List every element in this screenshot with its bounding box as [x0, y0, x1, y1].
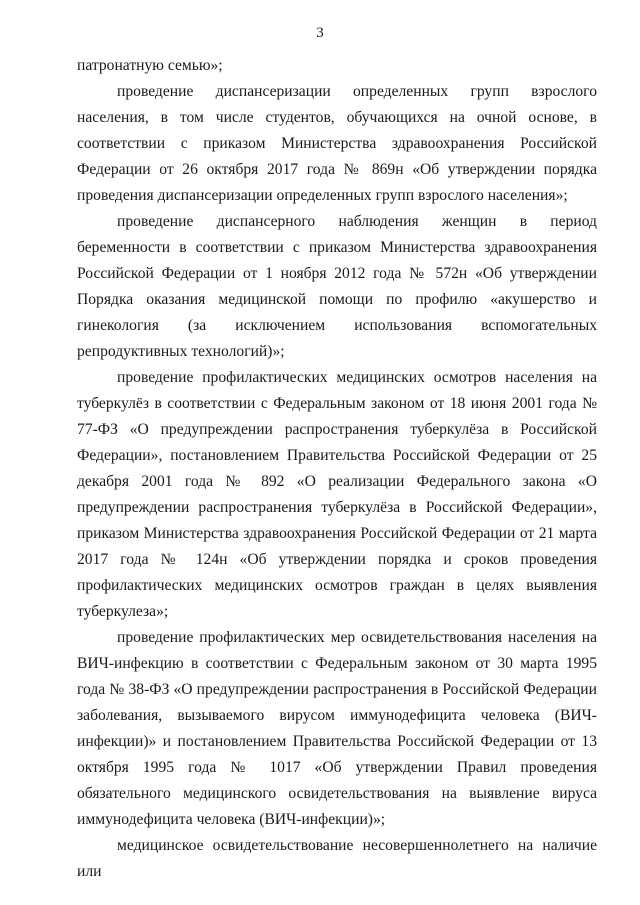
paragraph-tuberculosis-screening: проведение профилактических медицинских осмотров населения на туберкулёз в соответствии с Федеральным законом от 18 июня 2001 года № 77-ФЗ «О предупреждении распространения туберкулёза в Российской Федерации», постановлением Правительства Российской Федерации от 25 декабря 2001 года № 892 «О реализации Федерального закона «О предупреждении распространения туберкулёза в Российской Федерации», приказом Министерства здравоохранения Российской Федерации от 21 марта 2017 года № 124н «Об утверждении порядка и сроков проведения профилактических медицинских осмотров граждан в целях выявления туберкулеза»;: [77, 369, 597, 620]
paragraph-continuation: патронатную семью»;: [77, 57, 223, 74]
paragraph-adult-dispensarization: проведение диспансеризации определенных групп взрослого населения, в том числе студентов, обучающихся на очной основе, в соответствии с приказом Министерства здравоохранения Российской Федерации от 26 октября 2017 года № 869н «Об утверждении порядка проведения диспансеризации определенных групп взрослого населения»;: [77, 83, 597, 204]
paragraph-hiv-screening: проведение профилактических мер освидетельствования населения на ВИЧ-инфекцию в соответствии с Федеральным законом от 30 марта 1995 года № 38-ФЗ «О предупреждении распространения в Российской Федерации заболевания, вызываемого вирусом иммунодефицита человека (ВИЧ-инфекции)» и постановлением Правительства Российской Федерации от 13 октября 1995 года № 1017 «Об утверждении Правил проведения обязательного медицинского освидетельствования на выявление вируса иммунодефицита человека (ВИЧ-инфекции)»;: [77, 629, 597, 828]
document-body: [77, 53, 597, 885]
paragraph-minor-examination: медицинское освидетельствование несовершеннолетнего на наличие или: [77, 837, 597, 880]
page-number: 3: [316, 25, 324, 41]
paragraph-pregnancy-observation: проведение диспансерного наблюдения женщин в период беременности в соответствии с приказом Министерства здравоохранения Российской Федерации от 1 ноября 2012 года № 572н «Об утверждении Порядка оказания медицинской помощи по профилю «акушерство и гинекология (за исключением использования вспомогательных репродуктивных технологий)»;: [77, 213, 597, 360]
